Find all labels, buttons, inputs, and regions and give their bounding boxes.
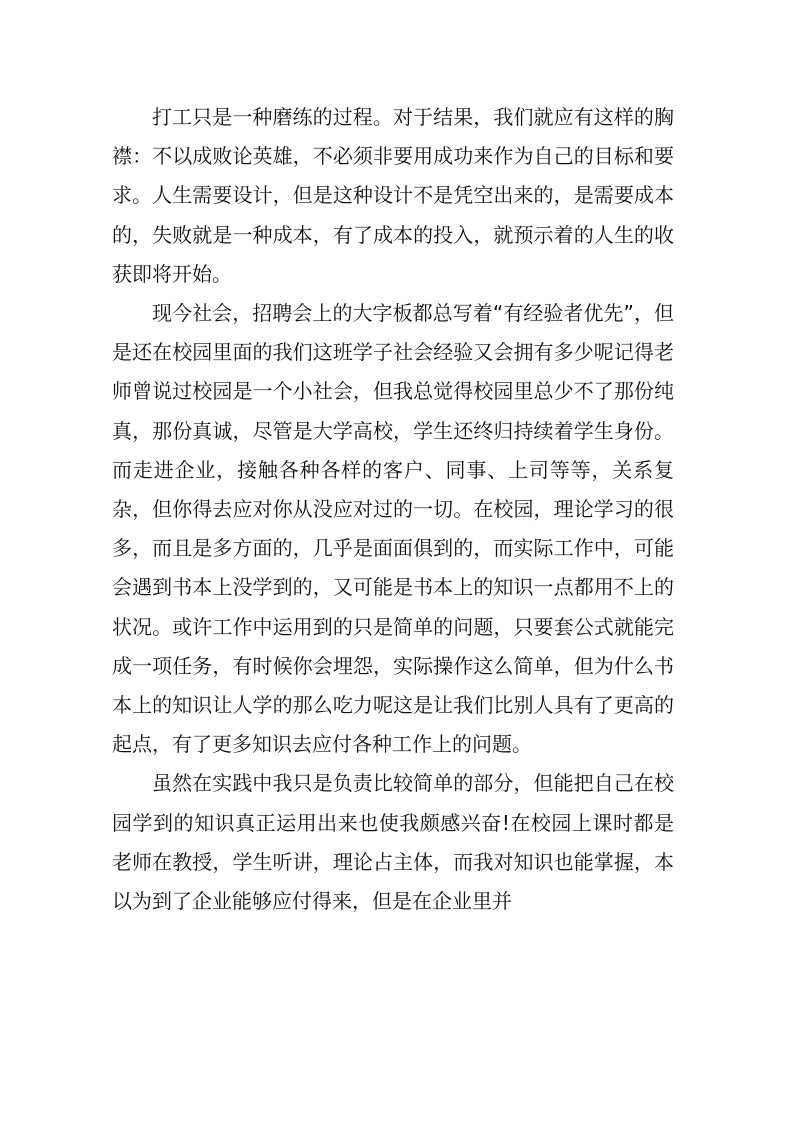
document-body (112, 98, 674, 921)
paragraph-practice: 虽然在实践中我只是负责比较简单的部分，但能把自己在校园学到的知识真正运用出来也使我颇感兴奋!在校园上课时都是老师在教授，学生听讲，理论占主体，而我对知识也能掌握，本以为到了企业能够应付得来，但是在企业里并 (112, 771, 674, 914)
paragraph-work-experience: 打工只是一种磨练的过程。对于结果，我们就应有这样的胸襟：不以成败论英雄，不必须非要用成功来作为自己的目标和要求。人生需要设计，但是这种设计不是凭空出来的，是需要成本的，失败就是一种成本，有了成本的投入，就预示着的人生的收获即将开始。 (112, 105, 674, 286)
paragraph-social-experience: 现今社会，招聘会上的大字板都总写着“有经验者优先”，但是还在校园里面的我们这班学子社会经验又会拥有多少呢记得老师曾说过校园是一个小社会，但我总觉得校园里总少不了那份纯真，那份真诚，尽管是大学高校，学生还终归持续着学生身份。而走进企业，接触各种各样的客户、同事、上司等等，关系复杂，但你得去应对你从没应对过的一切。在校园，理论学习的很多，而且是多方面的，几乎是面面俱到的，而实际工作中，可能会遇到书本上没学到的，又可能是书本上的知识一点都用不上的状况。或许工作中运用到的只是简单的问题，只要套公式就能完成一项任务，有时候你会埋怨，实际操作这么简单，但为什么书本上的知识让人学的那么吃力呢这是让我们比别人具有了更高的起点，有了更多知识去应付各种工作上的问题。 (112, 301, 674, 757)
